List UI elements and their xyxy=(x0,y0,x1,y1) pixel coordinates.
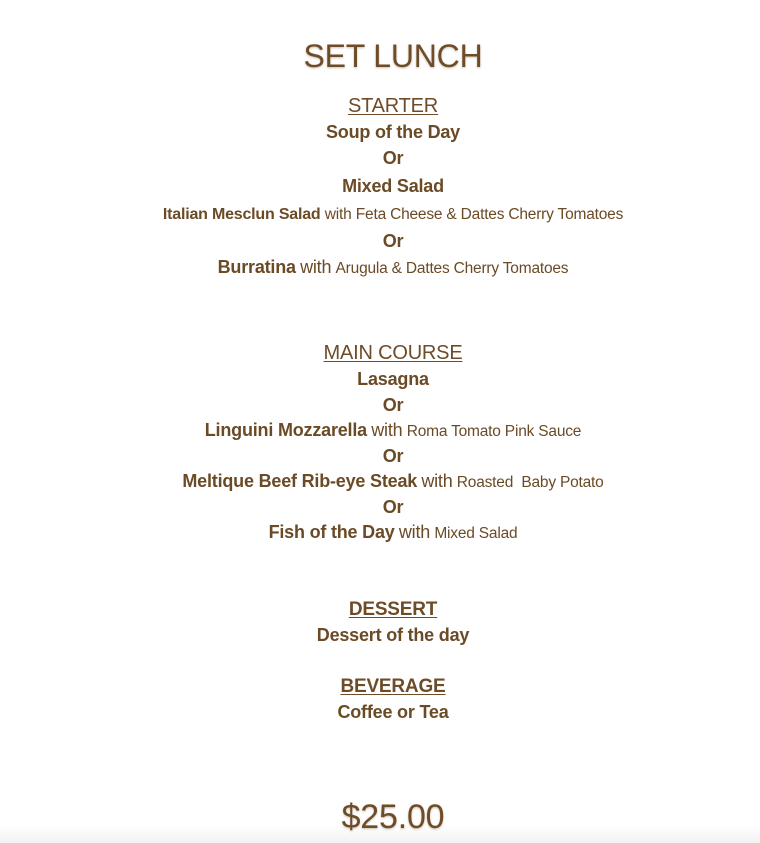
starter-item-burratina-desc: Arugula & Dattes Cherry Tomatoes xyxy=(335,260,569,277)
main-item-steak-name: Meltique Beef Rib-eye Steak xyxy=(182,471,418,491)
main-item-fish-desc: Mixed Salad xyxy=(434,525,518,542)
starter-item-mesclun-with: with xyxy=(324,206,352,223)
starter-item-mixed-salad: Mixed Salad xyxy=(342,176,444,196)
main-item-fish-name: Fish of the Day xyxy=(268,522,395,542)
starter-or-1: Or xyxy=(382,148,404,168)
starter-item-burratina-name: Burratina xyxy=(217,257,296,277)
main-item-linguini-name: Linguini Mozzarella xyxy=(204,420,367,440)
main-item-steak xyxy=(0,471,760,492)
starter-item-soup: Soup of the Day xyxy=(325,122,460,142)
main-or-2: Or xyxy=(382,446,404,466)
main-item-steak-desc: Roasted Baby Potato xyxy=(456,474,604,491)
main-course-heading: MAIN COURSE xyxy=(323,342,463,364)
starter-or-2: Or xyxy=(382,231,404,251)
starter-heading: STARTER xyxy=(347,95,439,117)
starter-item-burratina xyxy=(0,257,760,278)
starter-item-mesclun-desc: Feta Cheese & Dattes Cherry Tomatoes xyxy=(355,206,624,223)
dessert-item: Dessert of the day xyxy=(316,625,470,645)
beverage-item: Coffee or Tea xyxy=(337,702,449,722)
main-item-linguini-desc: Roma Tomato Pink Sauce xyxy=(406,423,582,440)
starter-item-mesclun-name: Italian Mesclun Salad xyxy=(162,206,321,223)
main-or-3: Or xyxy=(382,497,404,517)
main-or-1: Or xyxy=(382,395,404,415)
starter-item-mesclun xyxy=(0,206,760,224)
main-item-linguini-with: with xyxy=(371,420,403,440)
starter-item-burratina-with: with xyxy=(300,257,332,277)
dessert-heading: DESSERT xyxy=(348,599,438,620)
main-item-steak-with: with xyxy=(421,471,453,491)
main-item-lasagna: Lasagna xyxy=(357,369,429,389)
main-item-linguini xyxy=(0,420,760,441)
menu-price: $25.00 xyxy=(341,798,445,836)
main-item-fish xyxy=(0,522,760,543)
beverage-heading: BEVERAGE xyxy=(340,676,446,697)
main-item-fish-with: with xyxy=(398,522,431,542)
menu-title: SET LUNCH xyxy=(303,38,483,74)
